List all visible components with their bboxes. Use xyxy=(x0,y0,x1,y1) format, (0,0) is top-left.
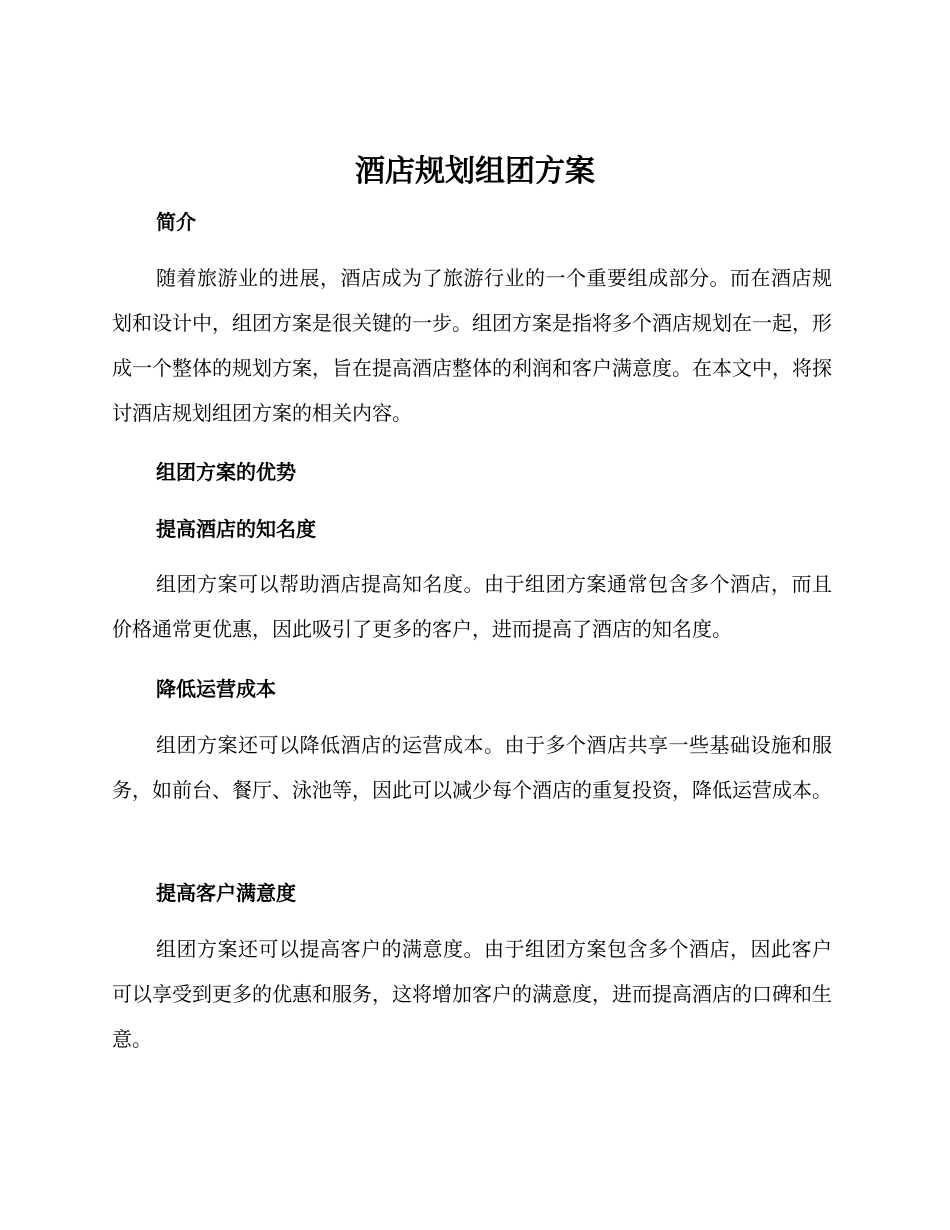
paragraph-intro: 随着旅游业的进展，酒店成为了旅游行业的一个重要组成部分。而在酒店规划和设计中，组团方案是很关键的一步。组团方案是指将多个酒店规划在一起，形成一个整体的规划方案，旨在提高酒店整体的利润和客户满意度。在本文中，将探讨酒店规划组团方案的相关内容。 xyxy=(112,266,832,425)
paragraph-cost: 组团方案还可以降低酒店的运营成本。由于多个酒店共享一些基础设施和服务，如前台、餐厅、泳池等，因此可以减少每个酒店的重复投资，降低运营成本。 xyxy=(112,733,832,802)
section-heading-satisfaction: 提高客户满意度 xyxy=(156,881,296,905)
section-heading-cost: 降低运营成本 xyxy=(156,677,276,701)
document-title: 酒店规划组团方案 xyxy=(355,154,595,189)
paragraph-awareness: 组团方案可以帮助酒店提高知名度。由于组团方案通常包含多个酒店，而且价格通常更优惠，因此吸引了更多的客户，进而提高了酒店的知名度。 xyxy=(112,572,832,641)
section-heading-awareness: 提高酒店的知名度 xyxy=(156,517,316,541)
section-heading-intro: 简介 xyxy=(156,210,196,234)
section-heading-advantages: 组团方案的优势 xyxy=(156,460,296,484)
paragraph-satisfaction: 组团方案还可以提高客户的满意度。由于组团方案包含多个酒店，因此客户可以享受到更多的优惠和服务，这将增加客户的满意度，进而提高酒店的口碑和生意。 xyxy=(112,937,832,1051)
